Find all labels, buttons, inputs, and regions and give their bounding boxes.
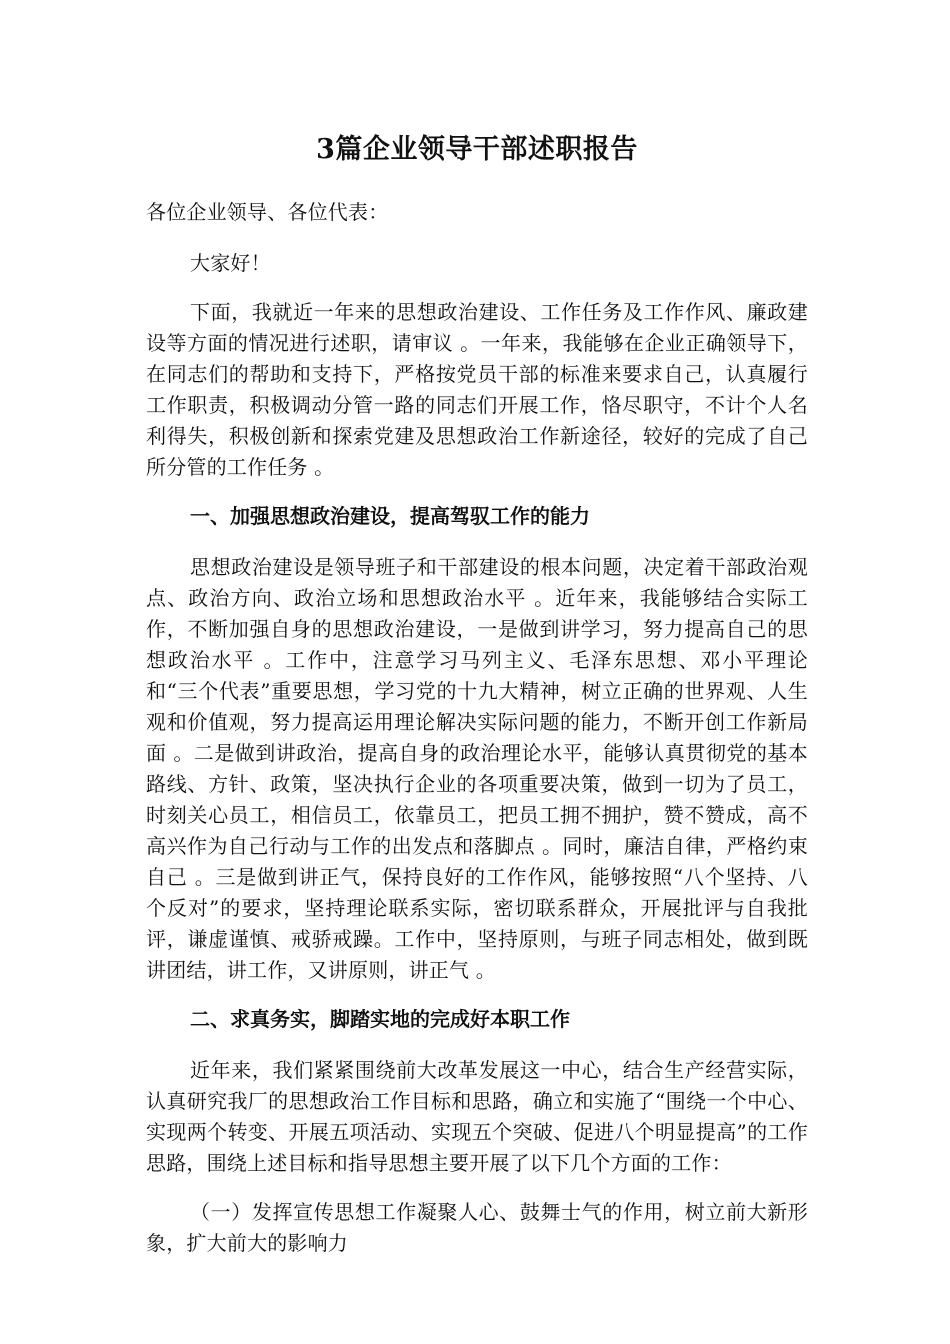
document-title: 3篇企业领导干部述职报告 [316, 134, 638, 165]
salutation: 各位企业领导、各位代表： [146, 200, 389, 224]
document-body [146, 130, 808, 1259]
section-2-heading: 二、求真务实，脚踏实地的完成好本职工作 [190, 1007, 570, 1031]
section-1-paragraph: 思想政治建设是领导班子和干部建设的根本问题，决定着干部政治观点、政治方向、政治立场和思想政治水平 。近年来，我能够结合实际工作，不断加强自身的思想政治建设，一是做到讲学习，努力提高自己的思想政治水平 。工作中，注意学习马列主义、毛泽东思想、邓小平理论和“三个代表”重要思想，学习党的十九大精神，树立正确的世界观、人生观和价值观，努力提高运用理论解决实际问题的能力，不断开创工作新局面 。二是做到讲政治，提高自身的政治理论水平，能够认真贯彻党的基本路线、方针、政策，坚决执行企业的各项重要决策，做到一切为了员工，时刻关心员工，相信员工，依靠员工，把员工拥不拥护，赞不赞成，高不高兴作为自己行动与工作的出发点和落脚点 。同时，廉洁自律，严格约束自己 。三是做到讲正气，保持良好的工作作风，能够按照“八个坚持、八个反对”的要求，坚持理论联系实际，密切联系群众，开展批评与自我批评，谦虚谨慎、戒骄戒躁。工作中，坚持原则，与班子同志相处，做到既讲团结，讲工作，又讲原则，讲正气 。 [146, 555, 808, 982]
greeting: 大家好！ [190, 251, 271, 275]
section-2-subheading: （一）发挥宣传思想工作凝聚人心、鼓舞士气的作用，树立前大新形象，扩大前大的影响力 [146, 1200, 808, 1255]
intro-paragraph: 下面，我就近一年来的思想政治建设、工作任务及工作作风、廉政建设等方面的情况进行述职，请审议 。一年来，我能够在企业正确领导下，在同志们的帮助和支持下，严格按党员干部的标准来要求自己，认真履行工作职责，积极调动分管一路的同志们开展工作，恪尽职守，不计个人名利得失，积极创新和探索党建及思想政治工作新途径，较好的完成了自己所分管的工作任务 。 [146, 300, 808, 479]
section-1-heading: 一、加强思想政治建设，提高驾驭工作的能力 [190, 504, 590, 528]
section-2-paragraph: 近年来，我们紧紧围绕前大改革发展这一中心，结合生产经营实际，认真研究我厂的思想政治工作目标和思路，确立和实施了“围绕一个中心、实现两个转变、开展五项活动、实现五个突破、促进八个明显提高”的工作思路，围绕上述目标和指导思想主要开展了以下几个方面的工作： [146, 1058, 808, 1175]
